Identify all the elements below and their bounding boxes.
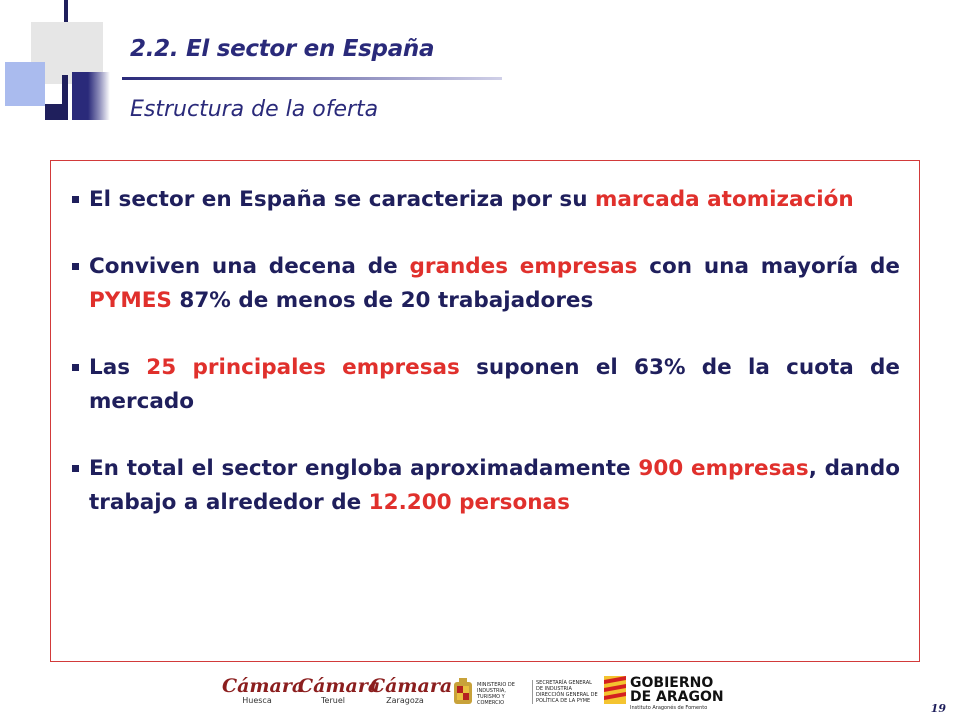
page-number: 19 bbox=[930, 702, 946, 715]
bullet-text: Las 25 principales empresas suponen el 63% de la cuota de mercado bbox=[89, 355, 900, 414]
bullet-item bbox=[72, 452, 900, 520]
slide-subtitle: Estructura de la oferta bbox=[130, 97, 379, 122]
bullet-item bbox=[72, 250, 900, 318]
bullet-square-icon bbox=[72, 263, 79, 270]
bullet-text: En total el sector engloba aproximadamente 900 empresas, dando trabajo a alrededor de 12.200 personas bbox=[89, 456, 900, 515]
bullet-text: Conviven una decena de grandes empresas con una mayoría de PYMES 87% de menos de 20 trabajadores bbox=[89, 254, 900, 313]
corner-decoration bbox=[0, 0, 120, 125]
slide-title: 2.2. El sector en España bbox=[130, 36, 435, 62]
camara-teruel-logo: Cámara Teruel bbox=[298, 675, 381, 705]
coat-of-arms-icon bbox=[452, 678, 474, 708]
bullet-list bbox=[72, 183, 900, 553]
bullet-text: El sector en España se caracteriza por su marcada atomización bbox=[89, 187, 854, 212]
bullet-square-icon bbox=[72, 465, 79, 472]
ministry-logo: MINISTERIO DE INDUSTRIA, TURISMO Y COMERCIO SECRETARÍA GENERAL DE INDUSTRIA DIRECCIÓN GENERAL DE POLÍTICA DE LA PYME bbox=[452, 676, 592, 710]
aragon-flag-icon bbox=[604, 676, 626, 704]
bullet-square-icon bbox=[72, 196, 79, 203]
bullet-item bbox=[72, 351, 900, 419]
bullet-square-icon bbox=[72, 364, 79, 371]
camara-huesca-logo: Cámara Huesca bbox=[222, 675, 305, 705]
title-underline bbox=[122, 77, 502, 80]
camara-zaragoza-logo: Cámara Zaragoza bbox=[370, 675, 453, 705]
bullet-item bbox=[72, 183, 900, 217]
gobierno-aragon-logo: GOBIERNO DE ARAGON Instituto Aragonés de Fomento bbox=[604, 674, 724, 712]
